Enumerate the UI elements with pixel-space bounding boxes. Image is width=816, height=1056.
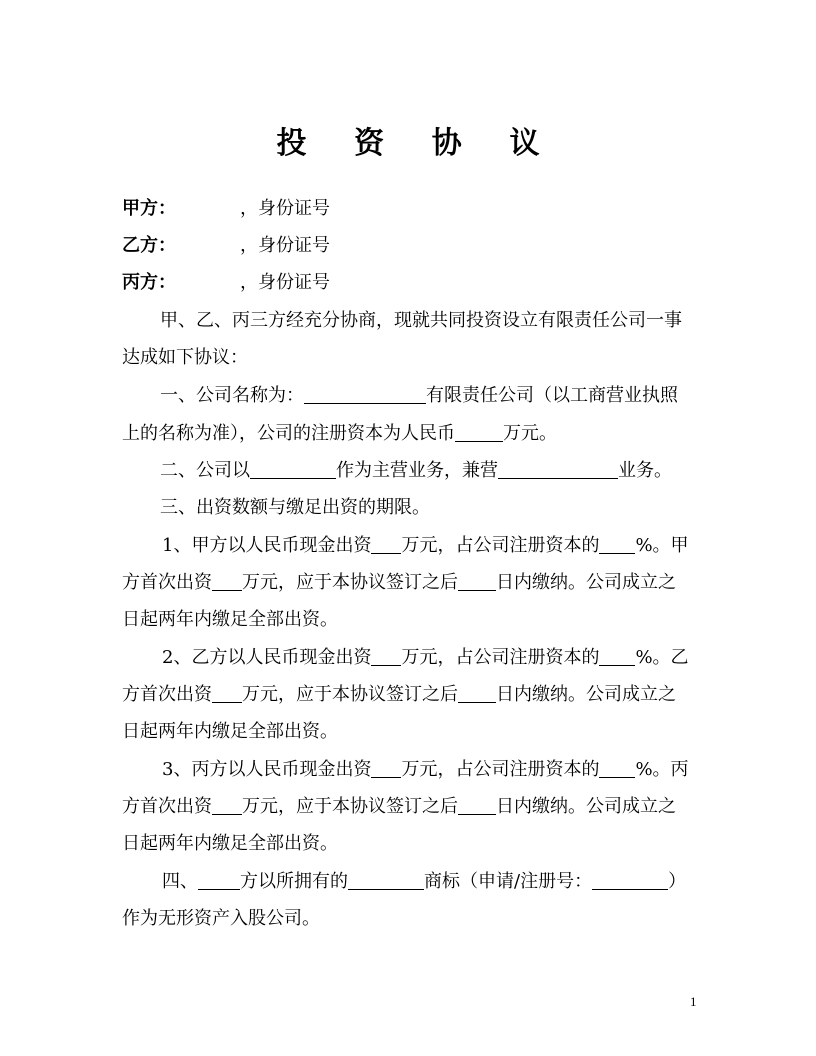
- section-3-heading: 三、出资数额与缴足出资的期限。: [160, 497, 430, 518]
- section-1-line-1: 一、公司名称为： 有限责任公司（以工商营业执照: [160, 385, 678, 406]
- document-title: 投 资 协 议: [276, 126, 559, 161]
- id-label: ，身份证号: [240, 198, 330, 219]
- item-2-line-1: 2、乙方以人民币现金出资 万元，占公司注册资本的 %。乙: [162, 647, 689, 668]
- id-label: ，身份证号: [240, 235, 330, 256]
- side-business-blank: [498, 460, 618, 479]
- item-2-line-3: 日起两年内缴足全部出资。: [122, 721, 338, 742]
- main-business-blank: [250, 460, 336, 479]
- company-name-blank: [304, 385, 426, 404]
- registration-number-blank: [592, 871, 668, 890]
- party-line-c: [122, 271, 330, 295]
- party-line-a: [122, 197, 330, 221]
- party-label: 乙方：: [122, 235, 176, 256]
- item-1-line-2: 方首次出资 万元，应于本协议签订之后 日内缴纳。公司成立之: [122, 572, 676, 593]
- section-4-line-2: 作为无形资产入股公司。: [122, 908, 320, 929]
- item-1-line-1: 1、甲方以人民币现金出资 万元，占公司注册资本的 %。甲: [162, 535, 689, 556]
- item-3-line-2: 方首次出资 万元，应于本协议签订之后 日内缴纳。公司成立之: [122, 796, 676, 817]
- party-line-b: [122, 234, 330, 258]
- item-1-line-3: 日起两年内缴足全部出资。: [122, 609, 338, 630]
- item-3-line-1: 3、丙方以人民币现金出资 万元，占公司注册资本的 %。丙: [162, 759, 689, 780]
- party-label: 丙方：: [122, 272, 176, 293]
- section-1-line-2: 上的名称为准），公司的注册资本为人民币 万元。: [122, 423, 557, 444]
- section-4-line-1: 四、 方以所拥有的 商标（申请/注册号： ）: [162, 871, 687, 892]
- party-blank: [198, 871, 240, 890]
- section-2-line: 二、公司以 作为主营业务，兼营 业务。: [160, 460, 672, 481]
- capital-blank: [455, 423, 503, 442]
- id-label: ，身份证号: [240, 272, 330, 293]
- item-2-line-2: 方首次出资 万元，应于本协议签订之后 日内缴纳。公司成立之: [122, 684, 676, 705]
- page-number: 1: [690, 994, 697, 1009]
- intro-line-2: 达成如下协议：: [122, 347, 248, 368]
- party-label: 甲方：: [122, 198, 176, 219]
- trademark-blank: [348, 871, 424, 890]
- intro-line-1: 甲、乙、丙三方经充分协商，现就共同投资设立有限责任公司一事: [160, 310, 682, 331]
- item-3-line-3: 日起两年内缴足全部出资。: [122, 833, 338, 854]
